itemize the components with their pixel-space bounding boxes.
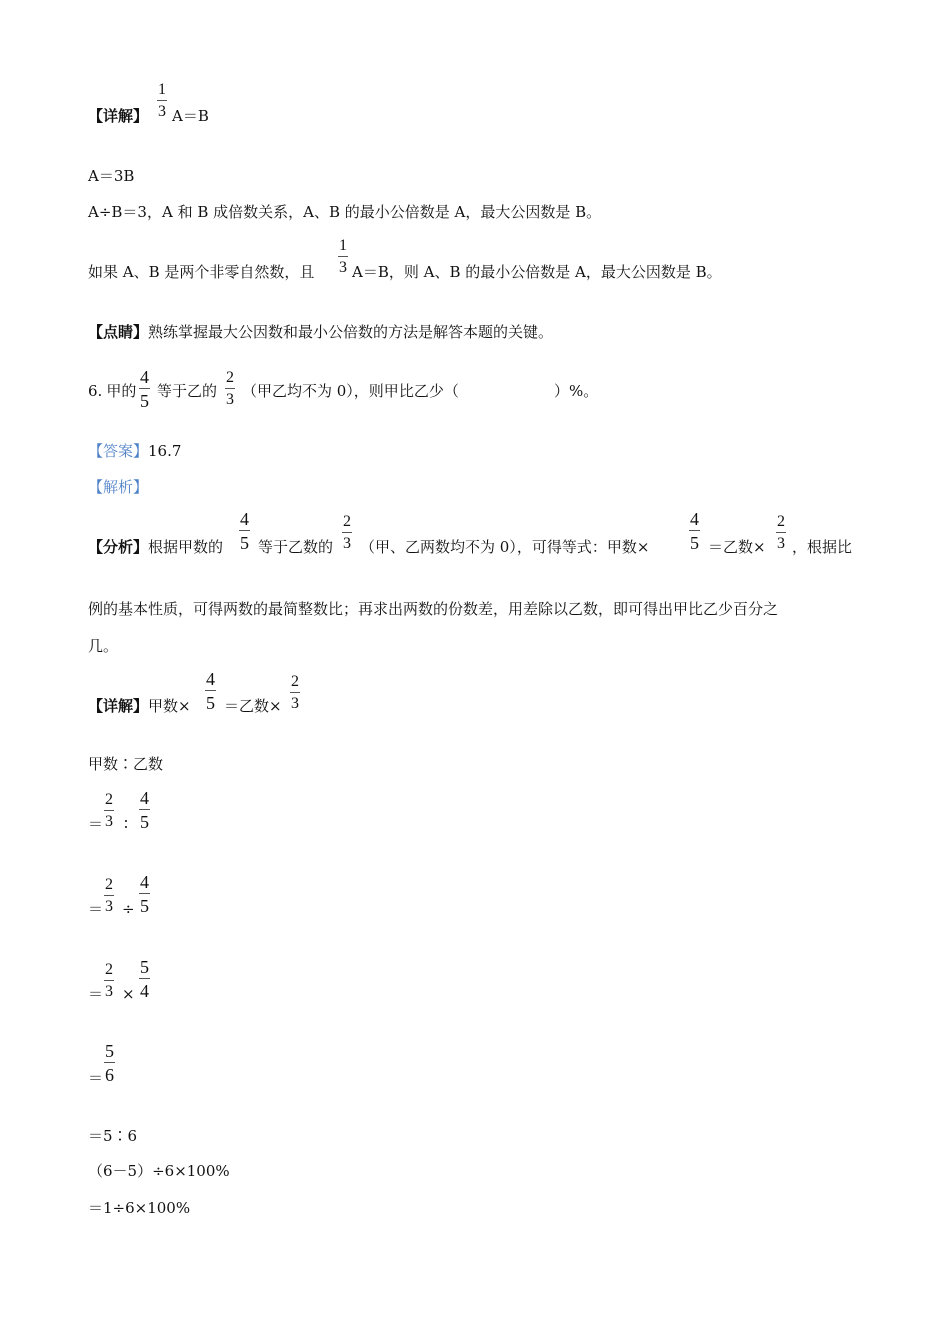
denominator: 4: [140, 981, 149, 1001]
numerator: 2: [104, 792, 114, 811]
ratio-label: 甲数∶乙数: [88, 755, 164, 773]
denominator: 3: [105, 898, 113, 915]
analysis-text: 根据甲数的: [148, 538, 224, 556]
numerator: 4: [140, 872, 149, 892]
equals-sign: ＝: [88, 815, 104, 833]
denominator: 6: [105, 1065, 114, 1085]
equals-sign: ＝: [88, 900, 104, 918]
calc-line: ＝1÷6×100%: [88, 1199, 191, 1217]
fraction-2-3: [776, 514, 786, 552]
denominator: 5: [140, 391, 149, 411]
fraction-5-4: [139, 958, 150, 1000]
denominator: 5: [140, 812, 149, 832]
multiply-sign: ×: [122, 985, 135, 1003]
fraction-1-3: [338, 238, 348, 276]
fraction-4-5: [139, 368, 150, 410]
equals-sign: ＝: [88, 1069, 104, 1087]
analysis-tag: 【解析】: [88, 478, 149, 496]
analysis-text: （甲、乙两数均不为 0），可得等式：甲数×: [360, 538, 650, 556]
denominator: 3: [226, 391, 234, 408]
fraction-5-6: [104, 1042, 115, 1084]
divide-sign: ÷: [122, 900, 135, 918]
fraction-4-5: [239, 510, 250, 552]
numerator: 4: [206, 669, 215, 689]
question-text: 等于乙的: [157, 382, 218, 400]
numerator: 4: [140, 367, 149, 387]
denominator: 3: [291, 695, 299, 712]
comment-tag: 【点睛】: [88, 323, 149, 341]
answer-tag: 【答案】: [88, 442, 149, 460]
text-line: A÷B＝3，A 和 B 成倍数关系，A、B 的最小公倍数是 A，最大公因数是 B。: [88, 203, 602, 221]
comment-line: [88, 322, 553, 342]
ratio-result: ＝5∶6: [88, 1127, 138, 1145]
question-number: 6.: [88, 382, 103, 400]
analysis-line-3: 几。: [88, 637, 119, 655]
fraction-4-5: [139, 789, 150, 831]
fraction-2-3: [104, 877, 114, 915]
comment-text: 熟练掌握最大公因数和最小公倍数的方法是解答本题的关键。: [148, 323, 554, 341]
denominator: 3: [343, 535, 351, 552]
question-text-end: ）%。: [554, 382, 599, 400]
question-text: （甲乙均不为 0），则甲比乙少（: [242, 382, 459, 400]
denominator: 5: [140, 896, 149, 916]
fraction-2-3: [342, 514, 352, 552]
numerator: 1: [338, 238, 348, 257]
fraction-2-3: [104, 962, 114, 1000]
fraction-4-5: [139, 873, 150, 915]
question-start: [88, 381, 136, 401]
text-line: A＝3B: [88, 167, 135, 185]
numerator: 2: [104, 877, 114, 896]
analysis-detail-tag: 【分析】: [88, 538, 149, 556]
analysis-heading: [88, 477, 148, 497]
fraction-2-3: [290, 674, 300, 712]
numerator: 2: [104, 962, 114, 981]
denominator: 3: [777, 535, 785, 552]
denominator: 3: [105, 983, 113, 1000]
detail-line: [88, 696, 191, 716]
denominator: 3: [339, 259, 347, 276]
detail-line: [88, 106, 148, 126]
numerator: 1: [157, 82, 167, 101]
equals-sign: ＝: [88, 985, 104, 1003]
analysis-line: [88, 537, 223, 557]
detail-tag: 【详解】: [88, 107, 149, 125]
fraction-4-5: [205, 670, 216, 712]
denominator: 5: [206, 693, 215, 713]
numerator: 2: [342, 514, 352, 533]
numerator: 2: [290, 674, 300, 693]
numerator: 4: [140, 788, 149, 808]
question-text: 甲的: [106, 382, 137, 400]
numerator: 2: [776, 514, 786, 533]
colon-sign: ∶: [124, 815, 128, 833]
numerator: 5: [140, 957, 149, 977]
analysis-text: ，根据比: [792, 538, 853, 556]
analysis-line-2: 例的基本性质，可得两数的最简整数比；再求出两数的份数差，用差除以乙数，即可得出甲比乙少百分之: [88, 600, 779, 618]
denominator: 5: [240, 533, 249, 553]
equation-text: A＝B: [172, 107, 209, 125]
fraction-2-3: [225, 370, 235, 408]
text-line-end: A＝B，则 A、B 的最小公倍数是 A，最大公因数是 B。: [352, 263, 722, 281]
detail-text: ＝乙数×: [224, 697, 282, 715]
detail-text: 甲数×: [148, 697, 191, 715]
numerator: 2: [225, 370, 235, 389]
answer-line: [88, 441, 181, 461]
analysis-text: 等于乙数的: [258, 538, 334, 556]
answer-value: 16.7: [148, 442, 182, 460]
numerator: 4: [240, 509, 249, 529]
fraction-2-3: [104, 792, 114, 830]
calc-line: （6－5）÷6×100%: [88, 1162, 230, 1180]
numerator: 4: [690, 509, 699, 529]
numerator: 5: [105, 1041, 114, 1061]
fraction-4-5: [689, 510, 700, 552]
analysis-text: ＝乙数×: [708, 538, 766, 556]
fraction-1-3: [157, 82, 167, 120]
denominator: 5: [690, 533, 699, 553]
text-line-start: 如果 A、B 是两个非零自然数，且: [88, 263, 315, 281]
detail-tag: 【详解】: [88, 697, 149, 715]
denominator: 3: [105, 813, 113, 830]
denominator: 3: [158, 103, 166, 120]
